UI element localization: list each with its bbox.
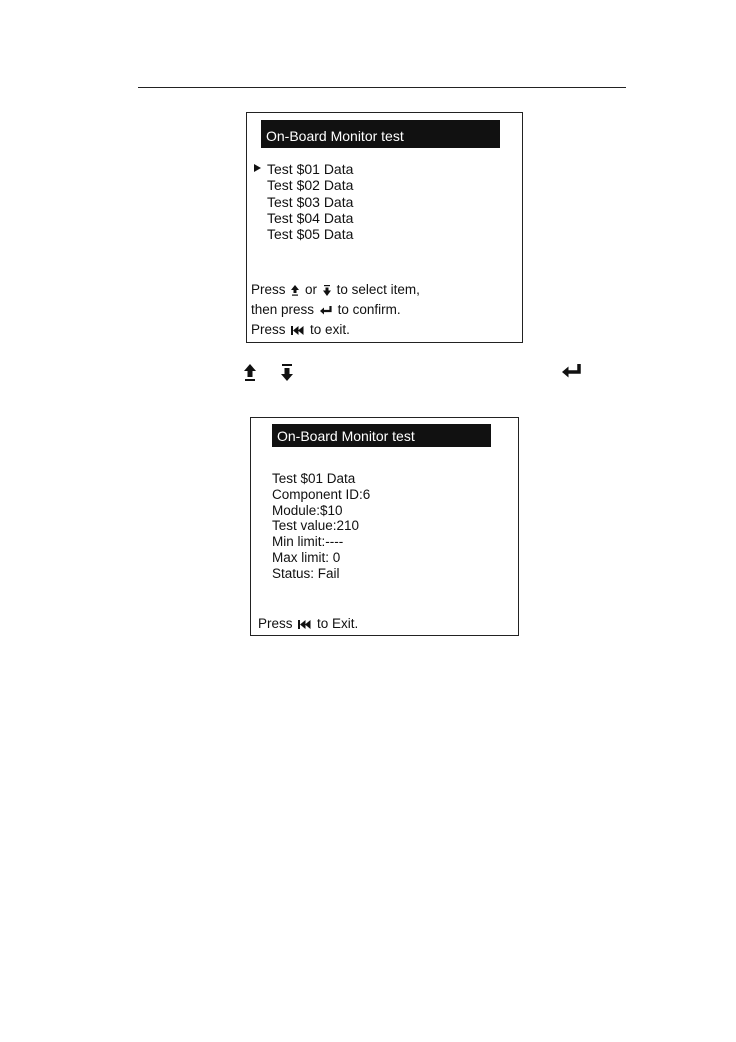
menu-item-label: Test $02 Data <box>267 177 354 194</box>
detail-min-limit: Min limit:---- <box>272 534 344 550</box>
help-text: to confirm. <box>337 302 401 317</box>
up-arrow-icon <box>244 364 256 387</box>
menu-item-test-05[interactable] <box>254 226 353 242</box>
help-text: to Exit. <box>317 616 359 631</box>
menu-item-test-02[interactable] <box>254 177 353 193</box>
detail-status: Status: Fail <box>272 565 340 581</box>
detail-module: Module:$10 <box>272 502 343 518</box>
menu-item-label: Test $05 Data <box>267 226 354 243</box>
help-text: to exit. <box>310 322 350 337</box>
menu-item-test-03[interactable] <box>254 194 353 210</box>
down-arrow-icon <box>323 285 331 296</box>
exit-icon <box>291 326 304 335</box>
help-text: or <box>305 282 318 297</box>
help-text: then press <box>251 302 315 317</box>
down-arrow-icon <box>281 364 293 387</box>
help-text: Press <box>251 322 286 337</box>
menu-item-label: Test $04 Data <box>267 209 354 226</box>
menu-item-test-01[interactable] <box>254 161 353 177</box>
help-confirm-line <box>251 302 401 318</box>
help-text: Press <box>251 282 286 297</box>
help-text: to select item, <box>336 282 420 297</box>
up-arrow-icon <box>291 285 299 296</box>
screen-details <box>250 417 519 636</box>
screen-menu <box>246 112 523 343</box>
enter-icon <box>320 306 332 315</box>
enter-icon <box>562 364 582 384</box>
detail-test-name: Test $01 Data <box>272 471 356 486</box>
help-select-line <box>251 282 420 298</box>
exit-icon <box>298 620 311 629</box>
detail-test-value: Test value:210 <box>272 518 360 534</box>
test-details <box>272 471 370 582</box>
detail-component-id: Component ID:6 <box>272 486 371 502</box>
test-menu <box>254 161 353 242</box>
help-text: Press <box>258 616 293 631</box>
screen-title: On-Board Monitor test <box>261 120 500 148</box>
menu-item-label: Test $03 Data <box>267 193 354 210</box>
menu-item-test-04[interactable] <box>254 210 353 226</box>
header-rule <box>138 87 626 88</box>
detail-max-limit: Max limit: 0 <box>272 549 341 565</box>
help-exit-line <box>251 322 350 338</box>
help-exit-line <box>258 616 358 632</box>
screen-title: On-Board Monitor test <box>272 424 491 447</box>
selection-cursor-icon <box>254 164 261 172</box>
menu-item-label: Test $01 Data <box>267 161 354 177</box>
